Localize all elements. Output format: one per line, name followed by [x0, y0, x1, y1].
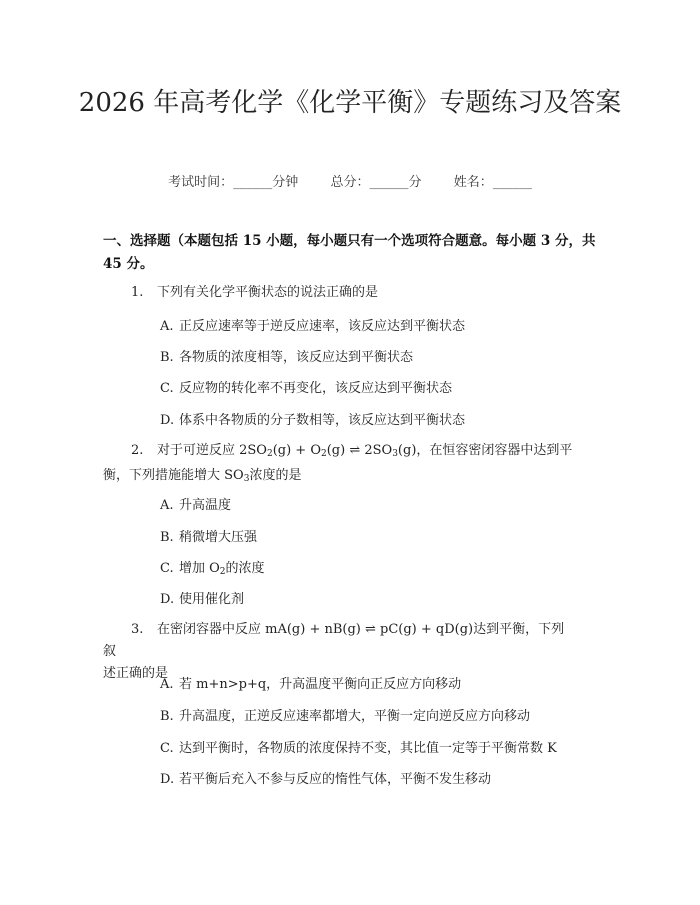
subscript: 2 — [219, 567, 226, 577]
question-number: 2. — [131, 443, 144, 458]
option-letter: D. — [160, 772, 175, 787]
question-text: (g)，在恒容密闭容器中达到平 — [397, 443, 573, 458]
option-text: 稍微增大压强 — [179, 530, 258, 545]
score-blank: ______ — [369, 175, 409, 190]
question-3-option-b — [160, 705, 530, 724]
question-3-option-a — [160, 673, 461, 692]
option-letter: A. — [160, 498, 174, 513]
question-2-stem — [103, 440, 573, 490]
option-text: 使用催化剂 — [179, 592, 245, 607]
option-text: 体系中各物质的分子数相等，该反应达到平衡状态 — [179, 413, 466, 428]
subscript: 3 — [392, 449, 398, 459]
option-letter: A. — [160, 319, 174, 334]
option-letter: C. — [160, 741, 174, 756]
option-letter: A. — [160, 677, 174, 692]
exam-meta — [0, 171, 700, 190]
subscript: 2 — [266, 449, 273, 459]
option-letter: B. — [160, 709, 174, 724]
name-blank: ______ — [492, 175, 532, 190]
option-text: 升高温度 — [179, 498, 232, 513]
question-text: 对于可逆反应 2SO — [157, 443, 267, 458]
option-text: 升高温度，正逆反应速率都增大，平衡一定向逆反应方向移动 — [179, 709, 531, 724]
time-blank: ______ — [233, 175, 273, 190]
section-heading: 一、选择题（本题包括 15 小题，每小题只有一个选项符合题意。每小题 3 分，共 45 分。 — [103, 233, 596, 272]
question-1-option-c — [160, 377, 452, 396]
subscript: 2 — [320, 449, 327, 459]
option-letter: C. — [160, 561, 174, 576]
question-2-option-a — [160, 494, 231, 513]
option-letter: B. — [160, 530, 174, 545]
question-2-option-d — [160, 588, 244, 607]
score-unit: 分 — [408, 175, 422, 190]
question-text: 下列有关化学平衡状态的说法正确的是 — [157, 285, 379, 300]
question-number: 3. — [131, 622, 144, 637]
option-text: 各物质的浓度相等，该反应达到平衡状态 — [179, 350, 414, 365]
name-label: 姓名： — [453, 175, 493, 190]
option-text: 反应物的转化率不再变化，该反应达到平衡状态 — [179, 381, 453, 396]
question-3-option-d — [160, 768, 491, 787]
option-text: 的浓度 — [225, 561, 265, 576]
question-1-option-d — [160, 409, 465, 428]
question-3-option-c — [160, 737, 557, 756]
option-letter: C. — [160, 381, 174, 396]
score-label: 总分： — [330, 175, 370, 190]
question-2-option-c — [160, 557, 265, 577]
option-text: 若 m+n>p+q，升高温度平衡向正反应方向移动 — [179, 677, 462, 692]
option-text: 增加 O — [179, 561, 220, 576]
question-text: 衡，下列措施能增大 SO — [103, 468, 244, 483]
question-1-option-a — [160, 315, 465, 334]
question-1-option-b — [160, 346, 413, 365]
question-text: (g) ⇌ 2SO — [326, 443, 393, 458]
question-2-option-b — [160, 526, 257, 545]
question-text: 在密闭容器中反应 mA(g) + nB(g) ⇌ pC(g) + qD(g)达到平衡，下列叙 — [103, 622, 565, 659]
question-text: (g) + O — [272, 443, 321, 458]
option-text: 达到平衡时，各物质的浓度保持不变，其比值一定等于平衡常数 K — [179, 741, 557, 756]
option-text: 正反应速率等于逆反应速率，该反应达到平衡状态 — [179, 319, 466, 334]
option-letter: D. — [160, 592, 175, 607]
question-1-stem — [131, 281, 378, 300]
option-text: 若平衡后充入不参与反应的惰性气体，平衡不发生移动 — [179, 772, 492, 787]
page-title: 2026 年高考化学《化学平衡》专题练习及答案 — [78, 88, 622, 118]
question-number: 1. — [131, 285, 144, 300]
option-letter: D. — [160, 413, 175, 428]
time-label: 考试时间： — [168, 175, 234, 190]
question-text: 浓度的是 — [249, 468, 302, 483]
option-letter: B. — [160, 350, 174, 365]
subscript: 3 — [243, 474, 250, 484]
time-unit: 分钟 — [272, 175, 299, 190]
question-text: 述正确的是 — [103, 666, 169, 681]
